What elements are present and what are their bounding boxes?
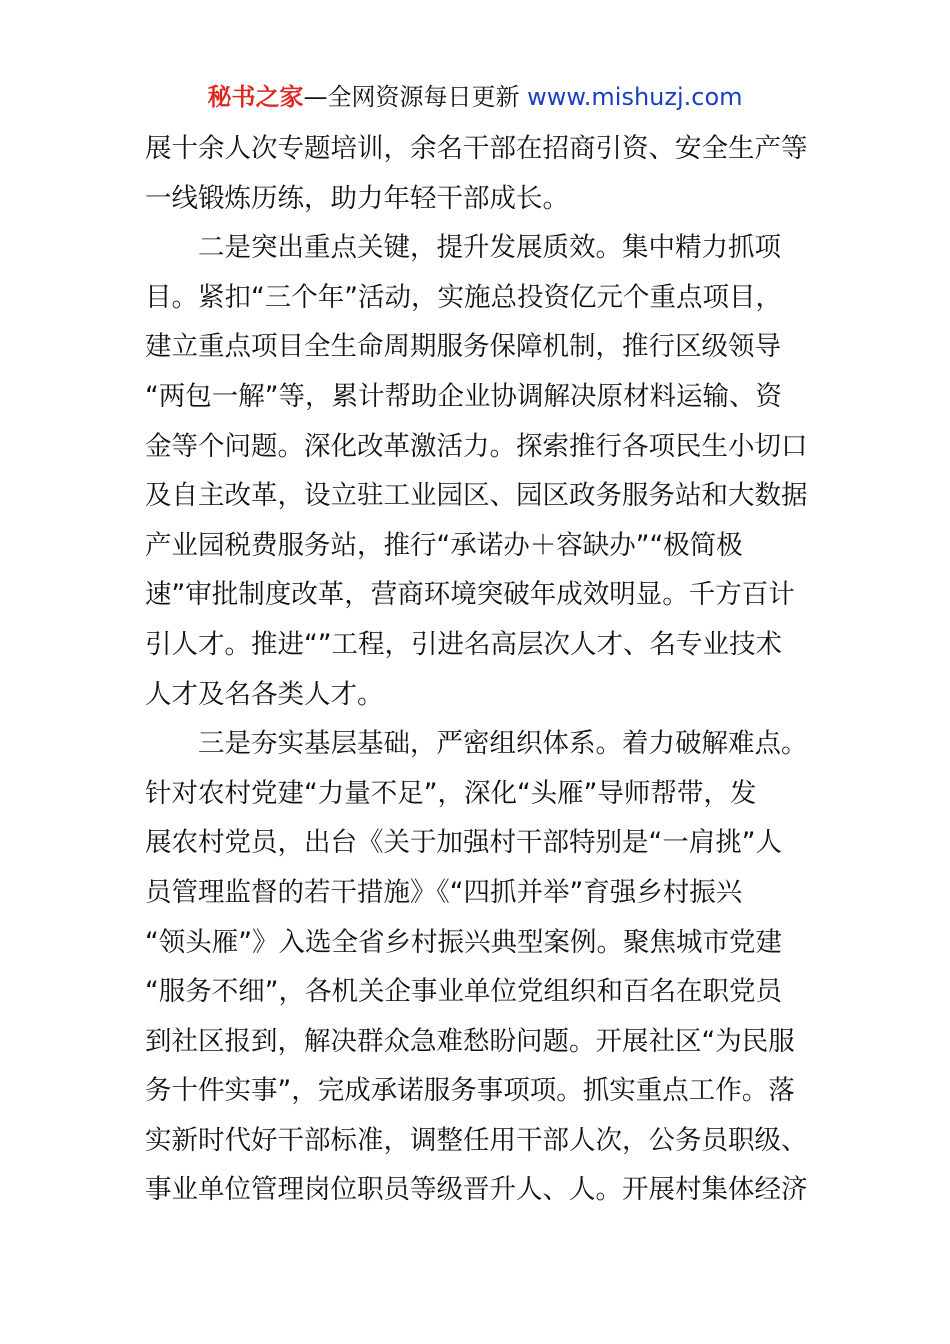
text-line: 金等个问题。深化改革激活力。探索推行各项民生小切口 — [145, 430, 808, 462]
text-line: 人才及名各类人才。 — [145, 678, 384, 710]
text-line: 目。紧扣“三个年”活动，实施总投资亿元个重点项目， — [145, 281, 782, 313]
text-line: 展农村党员，出台《关于加强村干部特别是“一肩挑”人 — [145, 827, 782, 859]
text-line: “领头雁”》入选全省乡村振兴典型案例。聚焦城市党建 — [145, 926, 782, 958]
text-line: 到社区报到，解决群众急难愁盼问题。开展社区“为民服 — [145, 1025, 795, 1057]
page-header — [0, 80, 950, 114]
text-line: 事业单位管理岗位职员等级晋升人、人。开展村集体经济 — [145, 1174, 808, 1206]
text-line: 速”审批制度改革，营商环境突破年成效明显。千方百计 — [145, 579, 795, 611]
text-line: 务十件实事”，完成承诺服务事项项。抓实重点工作。落 — [145, 1075, 795, 1107]
site-brand: 秘书之家 — [207, 83, 304, 111]
text-line: 针对农村党建“力量不足”，深化“头雁”导师帮带，发 — [145, 777, 757, 809]
text-line: 引人才。推进“”工程，引进名高层次人才、名专业技术 — [145, 628, 782, 660]
text-line: 展十余人次专题培训，余名干部在招商引资、安全生产等 — [145, 133, 808, 164]
site-url[interactable]: www.mishuzj.com — [527, 83, 743, 111]
text-line: “服务不细”，各机关企事业单位党组织和百名在职党员 — [145, 976, 782, 1008]
paragraph-start-line: 三是夯实基层基础，严密组织体系。着力破解难点。 — [198, 728, 808, 760]
text-line: 及自主改革，设立驻工业园区、园区政务服务站和大数据 — [145, 480, 808, 512]
text-line: 员管理监督的若干措施》《“四抓并举”育强乡村振兴 — [145, 876, 743, 908]
site-tagline: —全网资源每日更新 — [303, 83, 520, 111]
text-line: 建立重点项目全生命周期服务保障机制，推行区级领导 — [145, 331, 781, 363]
text-line: 产业园税费服务站，推行“承诺办＋容缺办”“极简极 — [145, 529, 743, 561]
text-line: 实新时代好干部标准，调整任用干部人次，公务员职级、 — [145, 1124, 808, 1156]
text-line: “两包一解”等，累计帮助企业协调解决原材料运输、资 — [145, 380, 782, 412]
paragraph-start-line: 二是突出重点关键，提升发展质效。集中精力抓项 — [198, 232, 781, 264]
document-body — [145, 124, 807, 1215]
text-line: 一线锻炼历练，助力年轻干部成长。 — [145, 182, 569, 214]
